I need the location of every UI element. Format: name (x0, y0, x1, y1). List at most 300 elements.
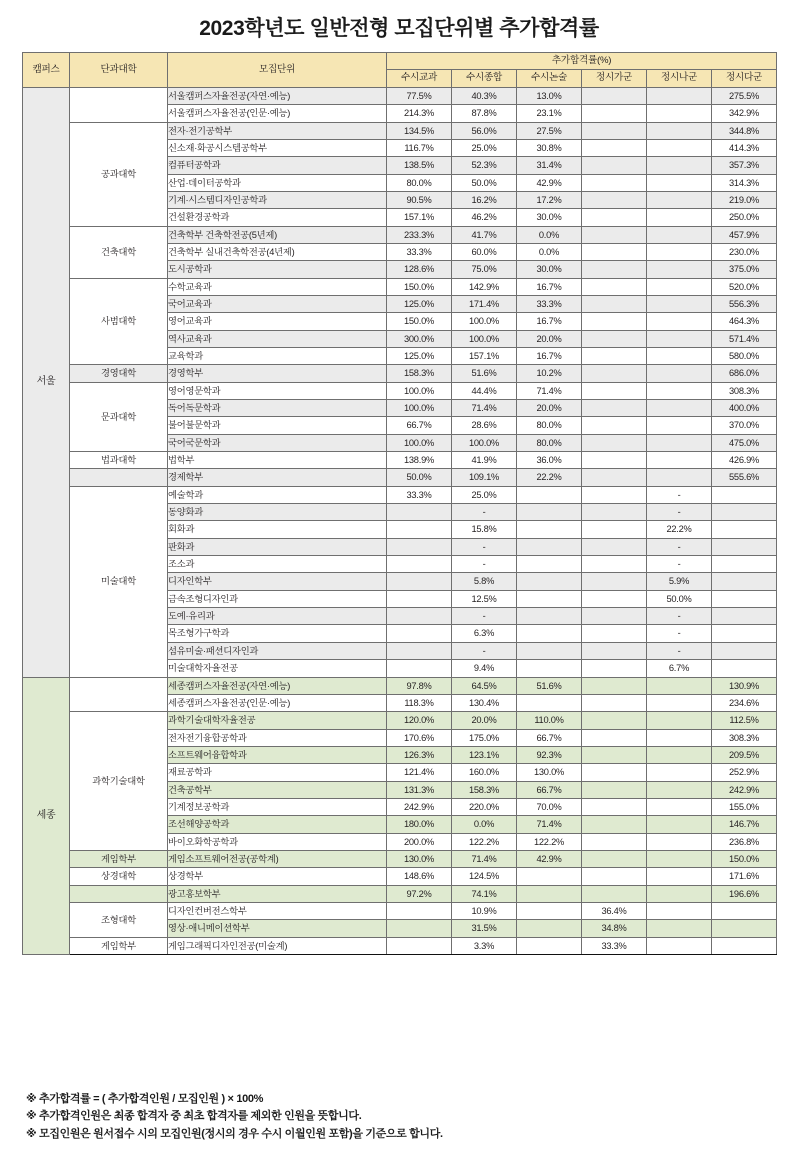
value-cell (582, 347, 647, 364)
value-cell: - (452, 608, 517, 625)
value-cell: 42.9% (517, 850, 582, 867)
value-cell: 16.7% (517, 313, 582, 330)
value-cell: 16.7% (517, 278, 582, 295)
value-cell (517, 538, 582, 555)
unit-cell: 영상·애니메이션학부 (168, 920, 387, 937)
value-cell (517, 573, 582, 590)
value-cell: 131.3% (387, 781, 452, 798)
value-cell: 110.0% (517, 712, 582, 729)
unit-cell: 건축공학부 (168, 781, 387, 798)
value-cell (647, 157, 712, 174)
value-cell: 219.0% (712, 191, 777, 208)
value-cell: 70.0% (517, 798, 582, 815)
value-cell: 175.0% (452, 729, 517, 746)
value-cell: 30.0% (517, 209, 582, 226)
value-cell: 71.4% (517, 382, 582, 399)
value-cell (582, 295, 647, 312)
value-cell: 214.3% (387, 105, 452, 122)
value-cell: 100.0% (387, 434, 452, 451)
value-cell (387, 556, 452, 573)
table-row (23, 452, 777, 469)
value-cell: - (647, 608, 712, 625)
value-cell: 180.0% (387, 816, 452, 833)
value-cell: 112.5% (712, 712, 777, 729)
value-cell: 15.8% (452, 521, 517, 538)
value-cell (582, 87, 647, 104)
value-cell: 30.0% (517, 261, 582, 278)
value-cell: 158.3% (452, 781, 517, 798)
campus-cell: 세종 (23, 677, 70, 955)
value-cell (647, 833, 712, 850)
value-cell: 0.0% (517, 226, 582, 243)
value-cell: 25.0% (452, 139, 517, 156)
value-cell: 3.3% (452, 937, 517, 954)
college-cell: 사범대학 (70, 278, 168, 365)
value-cell: 13.0% (517, 87, 582, 104)
header-campus: 캠퍼스 (23, 53, 70, 88)
value-cell: 130.0% (387, 850, 452, 867)
table-body (23, 87, 777, 954)
value-cell: 100.0% (387, 400, 452, 417)
value-cell (582, 157, 647, 174)
value-cell (582, 660, 647, 677)
value-cell (582, 868, 647, 885)
value-cell: 34.8% (582, 920, 647, 937)
value-cell (517, 885, 582, 902)
table-row (23, 486, 777, 503)
college-cell: 법과대학 (70, 452, 168, 469)
value-cell (647, 174, 712, 191)
value-cell: 138.5% (387, 157, 452, 174)
value-cell (647, 295, 712, 312)
college-cell: 과학기술대학 (70, 712, 168, 851)
value-cell (712, 504, 777, 521)
value-cell: 209.5% (712, 746, 777, 763)
value-cell (647, 798, 712, 815)
unit-cell: 과학기술대학자율전공 (168, 712, 387, 729)
value-cell (647, 469, 712, 486)
value-cell: 25.0% (452, 486, 517, 503)
unit-cell: 신소재·화공시스템공학부 (168, 139, 387, 156)
value-cell (517, 590, 582, 607)
value-cell (582, 694, 647, 711)
value-cell (582, 746, 647, 763)
value-cell (647, 209, 712, 226)
value-cell: 475.0% (712, 434, 777, 451)
header-col-3: 수시논술 (517, 70, 582, 87)
value-cell (647, 937, 712, 954)
value-cell (647, 87, 712, 104)
value-cell: 571.4% (712, 330, 777, 347)
unit-cell: 수학교육과 (168, 278, 387, 295)
value-cell: 23.1% (517, 105, 582, 122)
unit-cell: 미술대학자율전공 (168, 660, 387, 677)
unit-cell: 컴퓨터공학과 (168, 157, 387, 174)
value-cell (647, 902, 712, 919)
value-cell (582, 885, 647, 902)
value-cell: 300.0% (387, 330, 452, 347)
value-cell: - (647, 625, 712, 642)
value-cell: 17.2% (517, 191, 582, 208)
table-container (0, 52, 798, 955)
value-cell (582, 816, 647, 833)
unit-cell: 도시공학과 (168, 261, 387, 278)
value-cell: 10.2% (517, 365, 582, 382)
value-cell: 130.9% (712, 677, 777, 694)
value-cell: 242.9% (387, 798, 452, 815)
college-cell: 게임학부 (70, 850, 168, 867)
value-cell: 125.0% (387, 347, 452, 364)
value-cell (582, 538, 647, 555)
value-cell: 357.3% (712, 157, 777, 174)
unit-cell: 세종캠퍼스자율전공(자연·예능) (168, 677, 387, 694)
value-cell: 66.7% (517, 781, 582, 798)
value-cell: 51.6% (452, 365, 517, 382)
value-cell: 41.7% (452, 226, 517, 243)
value-cell: 520.0% (712, 278, 777, 295)
unit-cell: 게임그래픽디자인전공(미술계) (168, 937, 387, 954)
value-cell: 234.6% (712, 694, 777, 711)
college-cell: 건축대학 (70, 226, 168, 278)
value-cell (387, 937, 452, 954)
value-cell (582, 174, 647, 191)
value-cell: 33.3% (387, 243, 452, 260)
value-cell: 31.5% (452, 920, 517, 937)
value-cell: 20.0% (452, 712, 517, 729)
value-cell: 120.0% (387, 712, 452, 729)
college-cell (70, 469, 168, 486)
value-cell (647, 885, 712, 902)
unit-cell: 전자전기융합공학과 (168, 729, 387, 746)
value-cell: 123.1% (452, 746, 517, 763)
unit-cell: 목조형가구학과 (168, 625, 387, 642)
unit-cell: 불어불문학과 (168, 417, 387, 434)
unit-cell: 섬유미술·패션디자인과 (168, 642, 387, 659)
unit-cell: 국어국문학과 (168, 434, 387, 451)
value-cell: 150.0% (712, 850, 777, 867)
value-cell: 130.0% (517, 764, 582, 781)
header-col-1: 수시교과 (387, 70, 452, 87)
admissions-table (22, 52, 777, 955)
value-cell: 5.8% (452, 573, 517, 590)
value-cell: 308.3% (712, 382, 777, 399)
table-row (23, 469, 777, 486)
value-cell (712, 642, 777, 659)
value-cell (647, 382, 712, 399)
unit-cell: 기계정보공학과 (168, 798, 387, 815)
value-cell: 109.1% (452, 469, 517, 486)
unit-cell: 역사교육과 (168, 330, 387, 347)
value-cell (582, 139, 647, 156)
value-cell (517, 556, 582, 573)
table-row (23, 902, 777, 919)
value-cell (582, 243, 647, 260)
value-cell: 250.0% (712, 209, 777, 226)
value-cell: 134.5% (387, 122, 452, 139)
value-cell (387, 625, 452, 642)
value-cell: 27.5% (517, 122, 582, 139)
unit-cell: 예술학과 (168, 486, 387, 503)
table-row (23, 885, 777, 902)
value-cell: 686.0% (712, 365, 777, 382)
value-cell: 122.2% (452, 833, 517, 850)
value-cell: - (452, 504, 517, 521)
value-cell: 170.6% (387, 729, 452, 746)
unit-cell: 금속조형디자인과 (168, 590, 387, 607)
value-cell (582, 642, 647, 659)
header-unit: 모집단위 (168, 53, 387, 88)
value-cell: 0.0% (517, 243, 582, 260)
footnote-1: ※ 추가합격률 = ( 추가합격인원 / 모집인원 ) × 100% (26, 1092, 264, 1105)
value-cell: 580.0% (712, 347, 777, 364)
value-cell: 41.9% (452, 452, 517, 469)
table-row (23, 226, 777, 243)
college-cell (70, 677, 168, 712)
value-cell (387, 521, 452, 538)
value-cell (712, 590, 777, 607)
value-cell: 33.3% (517, 295, 582, 312)
value-cell: 157.1% (387, 209, 452, 226)
value-cell: 150.0% (387, 313, 452, 330)
value-cell: 36.0% (517, 452, 582, 469)
value-cell (647, 850, 712, 867)
table-row (23, 677, 777, 694)
value-cell (647, 452, 712, 469)
value-cell (647, 191, 712, 208)
value-cell: 92.3% (517, 746, 582, 763)
value-cell (582, 712, 647, 729)
value-cell: 426.9% (712, 452, 777, 469)
value-cell (647, 139, 712, 156)
value-cell (647, 105, 712, 122)
footnotes (26, 1091, 443, 1144)
value-cell: 375.0% (712, 261, 777, 278)
value-cell: 171.6% (712, 868, 777, 885)
value-cell (582, 625, 647, 642)
value-cell: 124.5% (452, 868, 517, 885)
college-cell: 문과대학 (70, 382, 168, 451)
college-cell: 상경대학 (70, 868, 168, 885)
value-cell: 556.3% (712, 295, 777, 312)
unit-cell: 소프트웨어융합학과 (168, 746, 387, 763)
value-cell: 5.9% (647, 573, 712, 590)
unit-cell: 회화과 (168, 521, 387, 538)
value-cell: 314.3% (712, 174, 777, 191)
unit-cell: 교육학과 (168, 347, 387, 364)
value-cell: 122.2% (517, 833, 582, 850)
value-cell (517, 920, 582, 937)
value-cell (647, 226, 712, 243)
unit-cell: 국어교육과 (168, 295, 387, 312)
value-cell: 51.6% (517, 677, 582, 694)
value-cell (647, 920, 712, 937)
value-cell (712, 902, 777, 919)
value-cell (647, 330, 712, 347)
value-cell (582, 729, 647, 746)
value-cell: 80.0% (517, 417, 582, 434)
value-cell: 66.7% (387, 417, 452, 434)
header-row-top (23, 53, 777, 70)
value-cell (582, 677, 647, 694)
unit-cell: 도예·유리과 (168, 608, 387, 625)
value-cell (582, 608, 647, 625)
value-cell: 275.5% (712, 87, 777, 104)
college-cell: 게임학부 (70, 937, 168, 954)
value-cell: 370.0% (712, 417, 777, 434)
value-cell (517, 902, 582, 919)
value-cell: 308.3% (712, 729, 777, 746)
value-cell: 75.0% (452, 261, 517, 278)
value-cell (647, 278, 712, 295)
value-cell (582, 504, 647, 521)
unit-cell: 전자·전기공학부 (168, 122, 387, 139)
value-cell: 16.2% (452, 191, 517, 208)
value-cell: 28.6% (452, 417, 517, 434)
value-cell: 56.0% (452, 122, 517, 139)
value-cell: 6.3% (452, 625, 517, 642)
value-cell (582, 330, 647, 347)
value-cell: 40.3% (452, 87, 517, 104)
value-cell: 464.3% (712, 313, 777, 330)
unit-cell: 서울캠퍼스자율전공(자연·예능) (168, 87, 387, 104)
value-cell: 30.8% (517, 139, 582, 156)
value-cell: 158.3% (387, 365, 452, 382)
value-cell: 457.9% (712, 226, 777, 243)
table-header (23, 53, 777, 88)
value-cell (387, 538, 452, 555)
table-row (23, 87, 777, 104)
value-cell: 90.5% (387, 191, 452, 208)
college-cell (70, 87, 168, 122)
value-cell: 44.4% (452, 382, 517, 399)
value-cell (647, 868, 712, 885)
value-cell: 80.0% (387, 174, 452, 191)
value-cell: 200.0% (387, 833, 452, 850)
value-cell: 50.0% (452, 174, 517, 191)
value-cell (582, 226, 647, 243)
value-cell: 71.4% (452, 400, 517, 417)
value-cell (517, 504, 582, 521)
value-cell: 100.0% (452, 330, 517, 347)
value-cell: 20.0% (517, 330, 582, 347)
value-cell: 42.9% (517, 174, 582, 191)
value-cell (582, 469, 647, 486)
value-cell: 150.0% (387, 278, 452, 295)
value-cell (517, 625, 582, 642)
value-cell: 66.7% (517, 729, 582, 746)
value-cell: 344.8% (712, 122, 777, 139)
value-cell (517, 521, 582, 538)
value-cell: 74.1% (452, 885, 517, 902)
value-cell (582, 400, 647, 417)
value-cell: 6.7% (647, 660, 712, 677)
unit-cell: 동양화과 (168, 504, 387, 521)
value-cell: - (647, 486, 712, 503)
value-cell: - (647, 556, 712, 573)
unit-cell: 건설환경공학과 (168, 209, 387, 226)
header-college: 단과대학 (70, 53, 168, 88)
value-cell: 33.3% (582, 937, 647, 954)
table-row (23, 712, 777, 729)
table-row (23, 278, 777, 295)
page-title: 2023학년도 일반전형 모집단위별 추가합격률 (199, 17, 599, 40)
value-cell (387, 590, 452, 607)
value-cell: 555.6% (712, 469, 777, 486)
value-cell: 400.0% (712, 400, 777, 417)
value-cell (647, 764, 712, 781)
value-cell: 52.3% (452, 157, 517, 174)
value-cell: 230.0% (712, 243, 777, 260)
value-cell (517, 486, 582, 503)
value-cell (582, 573, 647, 590)
table-row (23, 850, 777, 867)
unit-cell: 광고홍보학부 (168, 885, 387, 902)
value-cell (582, 434, 647, 451)
value-cell (647, 677, 712, 694)
unit-cell: 세종캠퍼스자율전공(인문·예능) (168, 694, 387, 711)
value-cell (647, 434, 712, 451)
value-cell (712, 920, 777, 937)
value-cell (582, 556, 647, 573)
value-cell (647, 746, 712, 763)
value-cell: 71.4% (517, 816, 582, 833)
value-cell: 33.3% (387, 486, 452, 503)
value-cell (647, 781, 712, 798)
value-cell (387, 902, 452, 919)
value-cell (647, 243, 712, 260)
value-cell (647, 694, 712, 711)
value-cell: 233.3% (387, 226, 452, 243)
value-cell (387, 608, 452, 625)
value-cell (582, 798, 647, 815)
value-cell: 196.6% (712, 885, 777, 902)
table-row (23, 122, 777, 139)
value-cell (517, 868, 582, 885)
value-cell (387, 504, 452, 521)
value-cell (582, 278, 647, 295)
unit-cell: 조선해양공학과 (168, 816, 387, 833)
value-cell: 71.4% (452, 850, 517, 867)
unit-cell: 바이오화학공학과 (168, 833, 387, 850)
value-cell: - (452, 538, 517, 555)
value-cell (582, 382, 647, 399)
value-cell: 242.9% (712, 781, 777, 798)
college-cell: 조형대학 (70, 902, 168, 937)
value-cell: 50.0% (387, 469, 452, 486)
campus-cell: 서울 (23, 87, 70, 677)
value-cell (582, 452, 647, 469)
unit-cell: 건축학부 건축학전공(5년제) (168, 226, 387, 243)
value-cell (712, 556, 777, 573)
value-cell: 100.0% (387, 382, 452, 399)
value-cell (647, 365, 712, 382)
header-col-4: 정시가군 (582, 70, 647, 87)
value-cell: 50.0% (647, 590, 712, 607)
value-cell: 342.9% (712, 105, 777, 122)
value-cell (582, 417, 647, 434)
unit-cell: 영어영문학과 (168, 382, 387, 399)
value-cell: 100.0% (452, 434, 517, 451)
unit-cell: 법학부 (168, 452, 387, 469)
value-cell (712, 608, 777, 625)
value-cell (582, 122, 647, 139)
value-cell (517, 694, 582, 711)
value-cell: 0.0% (452, 816, 517, 833)
table-row (23, 868, 777, 885)
value-cell (582, 313, 647, 330)
value-cell: 9.4% (452, 660, 517, 677)
unit-cell: 재료공학과 (168, 764, 387, 781)
